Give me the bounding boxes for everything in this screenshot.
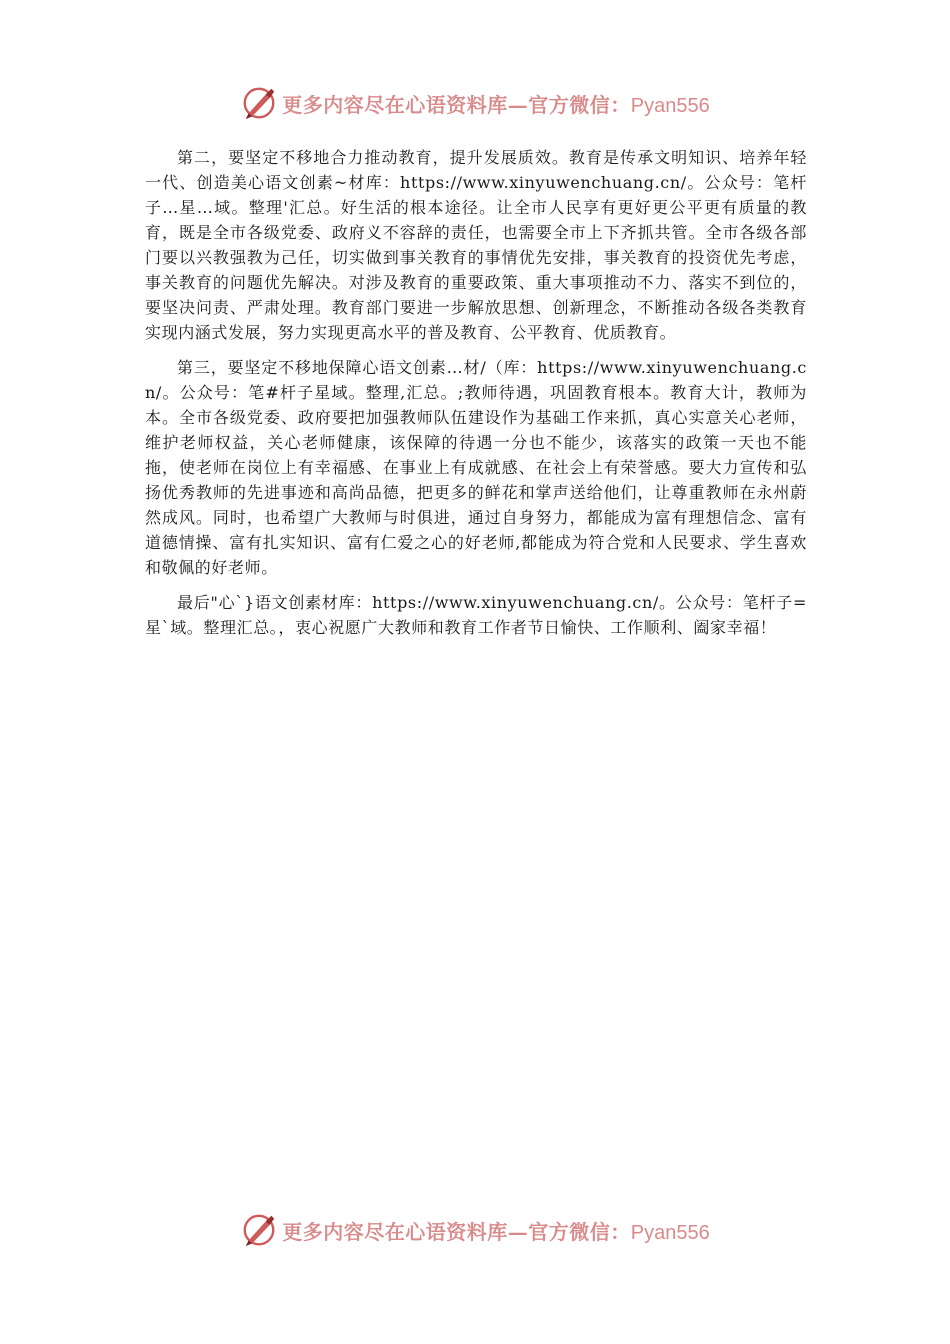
document-body xyxy=(145,145,807,650)
paragraph-1: 第二，要坚定不移地合力推动教育，提升发展质效。教育是传承文明知识、培养年轻一代、创造美心语文创素~材库：https://www.xinyuwenchuang.cn/。公众号：笔杆子…星…域。整理'汇总。好生活的根本途径。让全市人民享有更好更公平更有质量的教育，既是全市各级党委、政府义不容辞的责任，也需要全市上下齐抓共管。全市各级各部门要以兴教强教为己任，切实做到事关教育的事情优先安排，事关教育的投资优先考虑，事关教育的问题优先解决。对涉及教育的重要政策、重大事项推动不力、落实不到位的，要坚决问责、严肃处理。教育部门要进一步解放思想、创新理念，不断推动各级各类教育实现内涵式发展，努力实现更高水平的普及教育、公平教育、优质教育。 xyxy=(145,148,807,342)
header-wechat-id: Pyan556 xyxy=(630,94,710,117)
header-banner-text: 更多内容尽在心语资料库—官方微信：Pyan556 xyxy=(282,92,710,117)
footer-banner-text: 更多内容尽在心语资料库—官方微信：Pyan556 xyxy=(282,1219,710,1244)
paragraph-2: 第三，要坚定不移地保障心语文创素…材/（库：https://www.xinyuwenchuang.cn/。公众号：笔#杆子星域。整理,汇总。;教师待遇，巩固教育根本。教育大计，教师为本。全市各级党委、政府要把加强教师队伍建设作为基础工作来抓，真心实意关心老师，维护老师权益，关心老师健康，该保障的待遇一分也不能少，该落实的政策一天也不能拖，使老师在岗位上有幸福感、在事业上有成就感、在社会上有荣誉感。要大力宣传和弘扬优秀教师的先进事迹和高尚品德，把更多的鲜花和掌声送给他们，让尊重教师在永州蔚然成风。同时，也希望广大教师与时俱进，通过自身努力，都能成为富有理想信念、富有道德情操、富有扎实知识、富有仁爱之心的好老师,都能成为符合党和人民要求、学生喜欢和敬佩的好老师。 xyxy=(145,358,807,577)
pen-logo-icon xyxy=(240,84,278,122)
header-banner xyxy=(0,83,950,123)
footer-banner xyxy=(0,1210,950,1250)
paragraph-3: 最后"心`}语文创素材库：https://www.xinyuwenchuang.cn/。公众号：笔杆子=星`域。整理汇总。，衷心祝愿广大教师和教育工作者节日愉快、工作顺利、阖家幸福！ xyxy=(145,593,807,637)
footer-wechat-id: Pyan556 xyxy=(630,1221,710,1244)
pen-logo-icon xyxy=(240,1211,278,1249)
